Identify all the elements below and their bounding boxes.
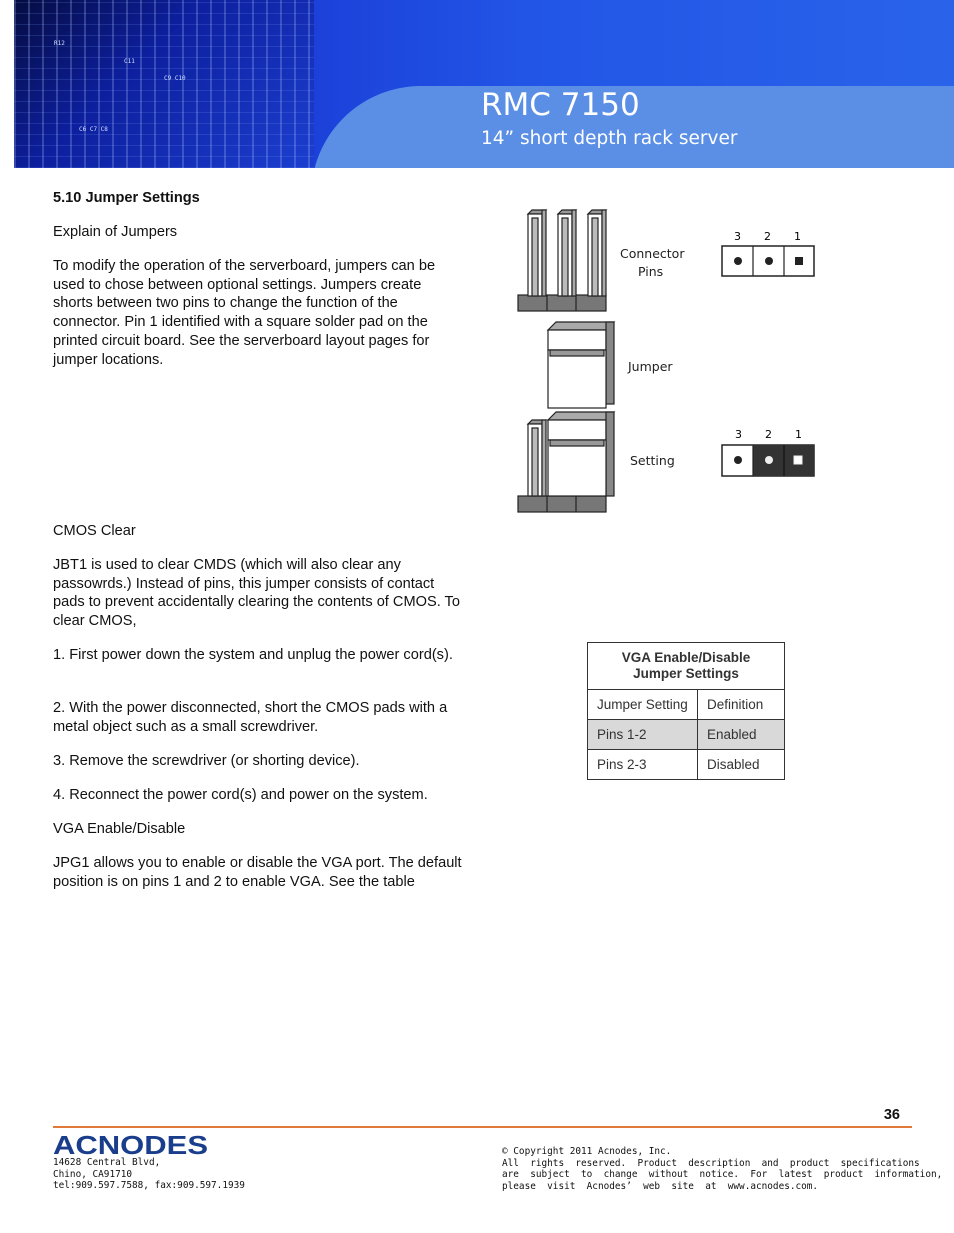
paragraph: 1. First power down the system and unplug the power cord(s). [53, 647, 453, 663]
table-header-row [588, 643, 785, 690]
table-cell: Pins 2-3 [588, 750, 698, 780]
connector-label: Pins [638, 264, 664, 279]
copyright-notice [502, 1146, 942, 1192]
table-title [588, 643, 785, 690]
circuit-label: C6 C7 C8 [79, 126, 108, 133]
table-row [588, 720, 785, 750]
footer-divider [53, 1126, 912, 1128]
paragraph: Explain of Jumpers [53, 224, 178, 240]
address-line: Chino, CA91710 [53, 1168, 133, 1180]
circuit-board-image [14, 0, 314, 168]
pin-number: 3 [734, 230, 741, 243]
paragraph: JPG1 allows you to enable or disable the VGA port. The default position is on pins 1 and 2 to enable VGA. See the table [53, 855, 462, 890]
product-subtitle: 14” short depth rack server [481, 128, 738, 149]
table-title-line: VGA Enable/Disable [621, 650, 751, 665]
circuit-label: C9 C10 [164, 75, 186, 82]
section-heading: 5.10 Jumper Settings [53, 190, 200, 206]
page-number: 36 [883, 1107, 900, 1123]
company-address [53, 1157, 245, 1192]
circuit-label: R12 [54, 40, 65, 47]
paragraph: JBT1 is used to clear CMDS (which will also clear any passowrds.) Instead of pins, this jumper consists of contact pads to prevent accidentally clearing the contents of CMOS. To clear CMOS, [53, 557, 460, 630]
copyright-line: are subject to change without notice. For latest product information, [502, 1169, 943, 1180]
pin-header-top [722, 230, 814, 276]
paragraph: 3. Remove the screwdriver (or shorting device). [53, 753, 360, 769]
jumper-diagram [508, 200, 833, 520]
table-column-row [588, 690, 785, 720]
paragraph: VGA Enable/Disable [53, 821, 186, 837]
copyright-line: All rights reserved. Product description and product specifications [502, 1157, 920, 1169]
address-line: tel:909.597.7588, fax:909.597.1939 [53, 1180, 245, 1191]
setting-label: Setting [630, 453, 675, 468]
circuit-label: C11 [124, 58, 135, 65]
paragraph: 2. With the power disconnected, short the CMOS pads with a metal object such as a small screwdriver. [53, 700, 448, 735]
table-cell: Disabled [698, 750, 785, 780]
paragraph: To modify the operation of the serverboard, jumpers can be used to chose between optional settings. Jumpers create shorts between two pins to change the function of the connector. Pin 1 identified with a square solder pad on the printed circuit board. See the serverboard layout pages for jumper locations. [53, 258, 436, 368]
copyright-line: © Copyright 2011 Acnodes, Inc. [502, 1146, 672, 1157]
pin-number: 2 [765, 428, 772, 441]
paragraph: CMOS Clear [53, 523, 136, 539]
logo-text: ACNODES [53, 1131, 208, 1157]
pin-number: 3 [735, 428, 742, 441]
pin-header-setting [722, 428, 814, 476]
pin-number: 1 [794, 230, 801, 243]
table-row [588, 750, 785, 780]
address-line: 14628 Central Blvd, [53, 1157, 161, 1168]
acnodes-logo [53, 1131, 213, 1157]
paragraph: 4. Reconnect the power cord(s) and power on the system. [53, 787, 428, 803]
connector-label: Connector [620, 246, 685, 261]
jumper-drawing [548, 322, 614, 408]
column-header: Definition [698, 690, 785, 720]
vga-jumper-table [587, 642, 785, 780]
table-cell: Pins 1-2 [588, 720, 698, 750]
product-title: RMC 7150 [481, 87, 640, 123]
connector-pins-drawing [518, 210, 606, 311]
pin-number: 1 [795, 428, 802, 441]
setting-drawing [518, 412, 614, 512]
table-cell: Enabled [698, 720, 785, 750]
pin-number: 2 [764, 230, 771, 243]
column-header: Jumper Setting [588, 690, 698, 720]
copyright-line: please visit Acnodes’ web site at www.acnodes.com. [502, 1180, 819, 1192]
table-title-line: Jumper Settings [633, 666, 739, 681]
jumper-label: Jumper [628, 359, 673, 374]
